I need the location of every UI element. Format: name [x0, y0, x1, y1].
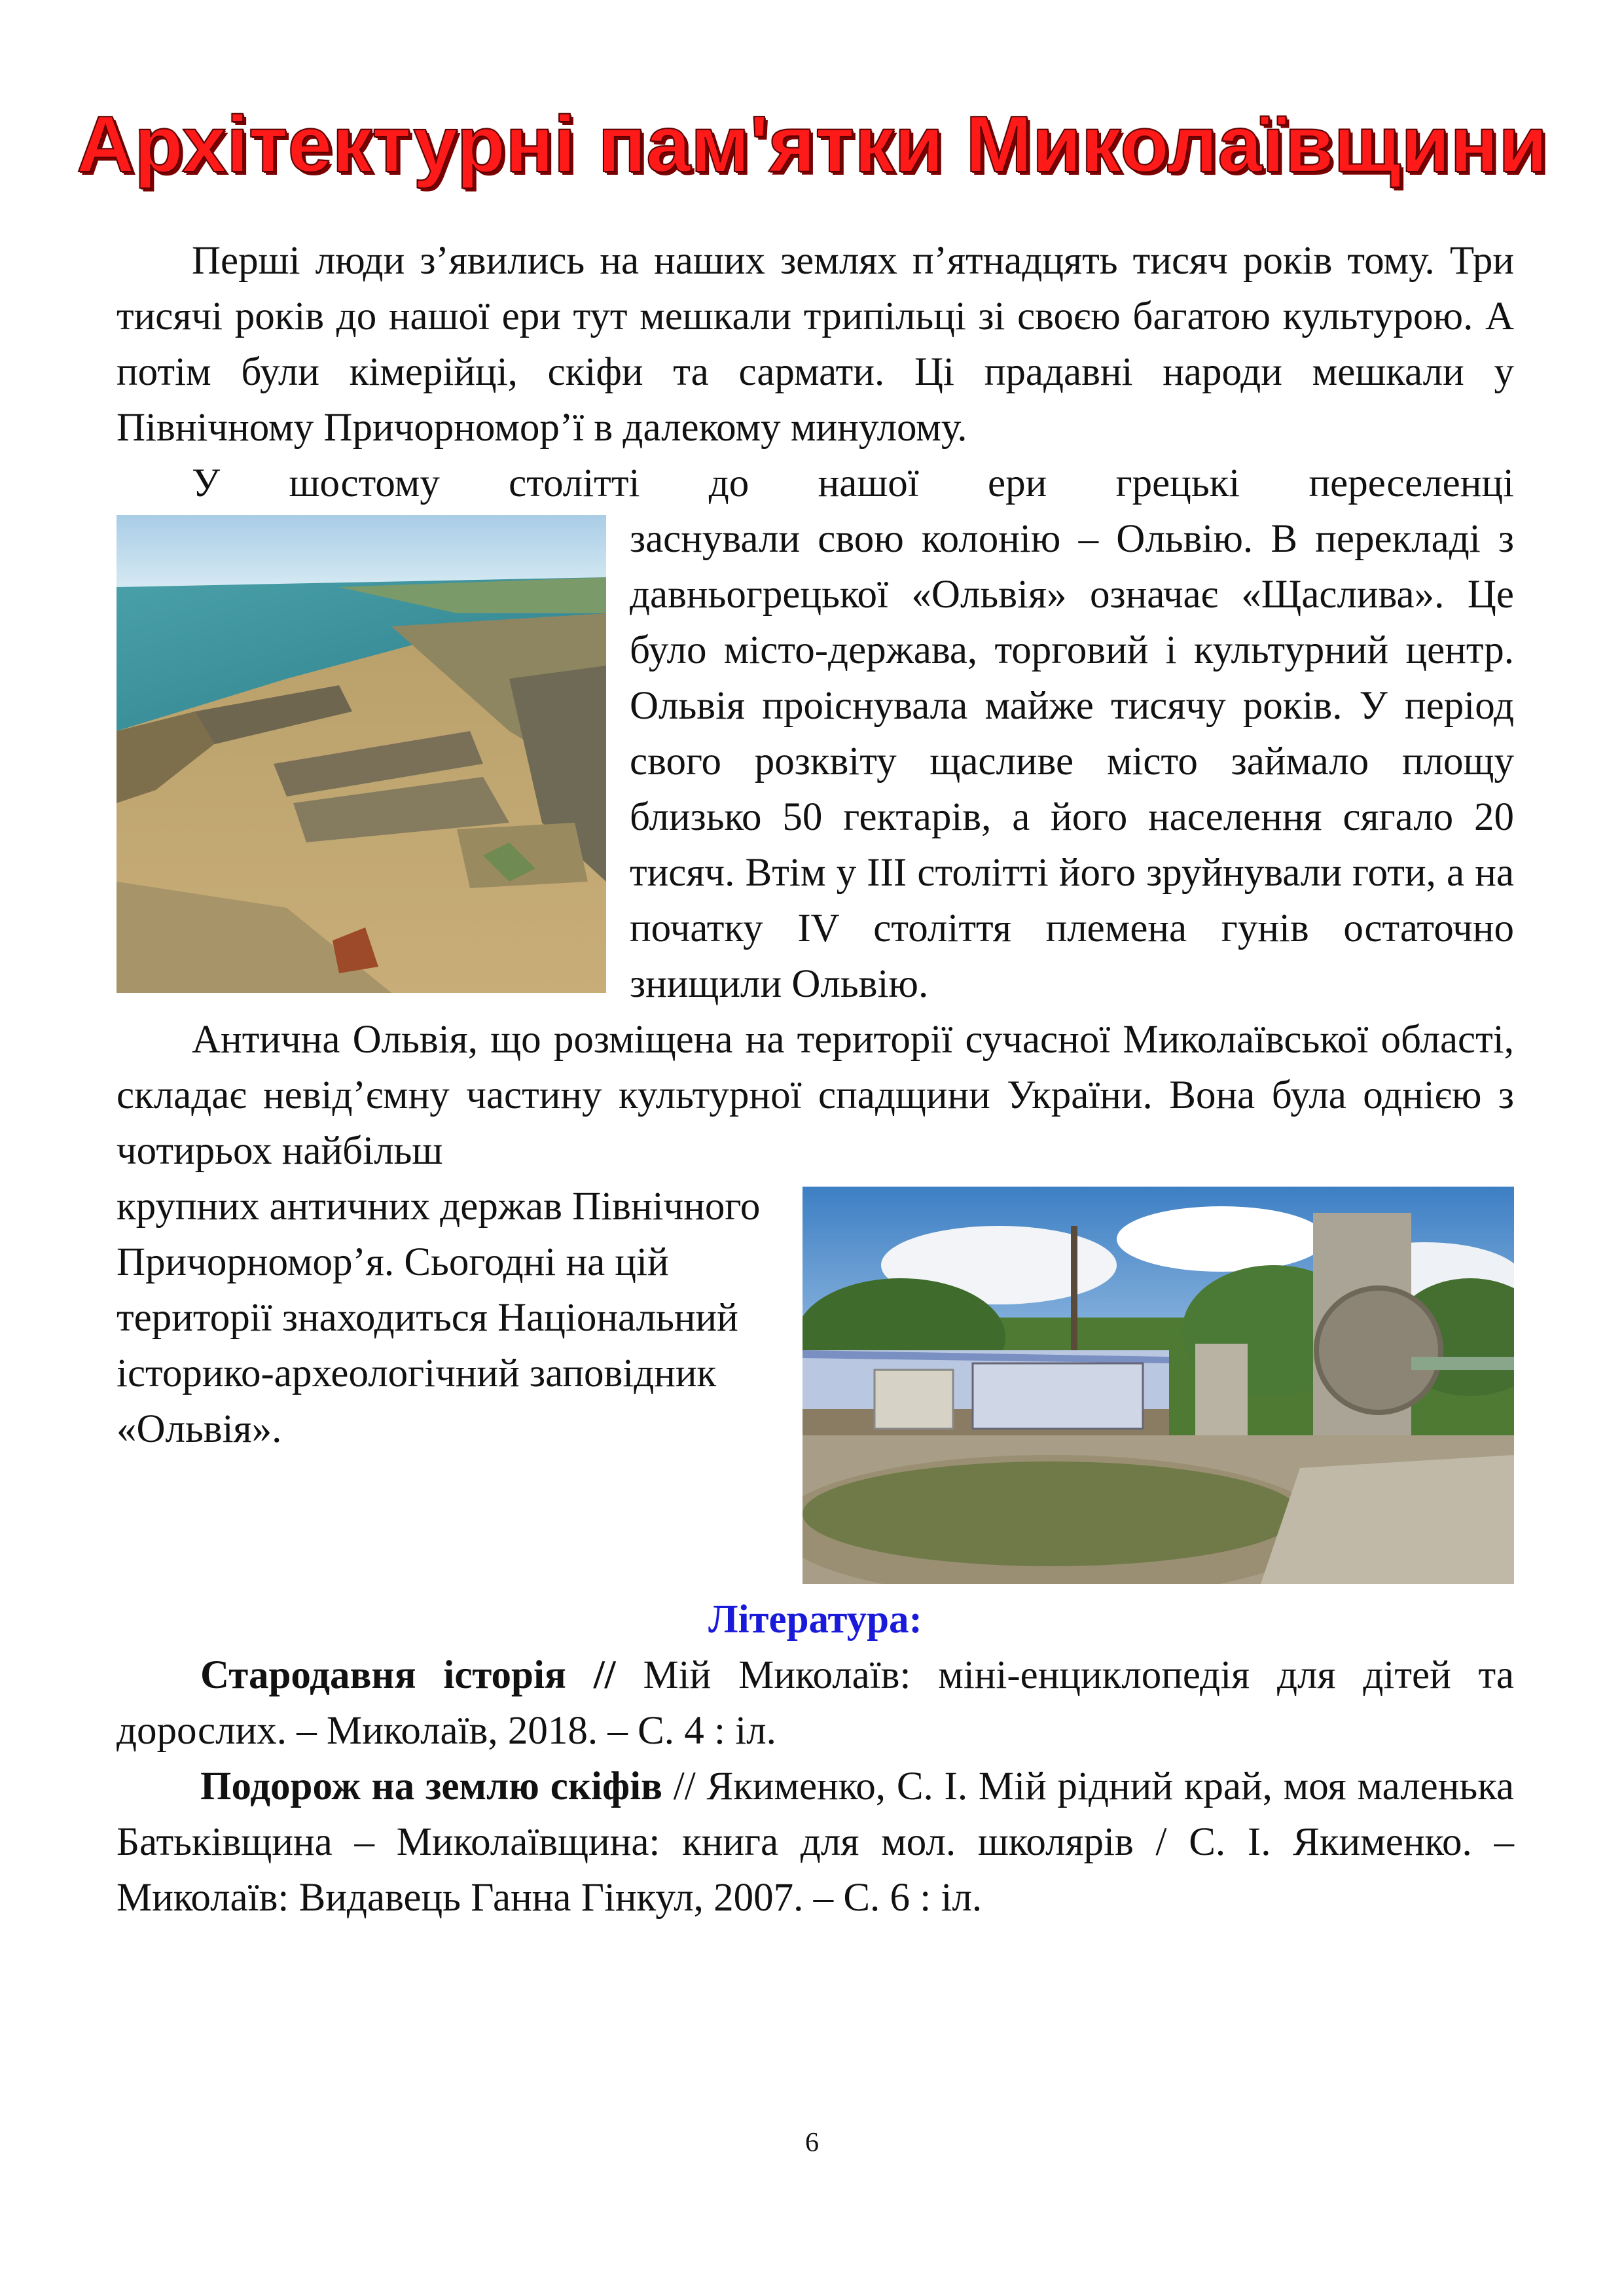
- literature-item-source: Мій Миколаїв: міні-енциклопедія для дітей та дорослих. – Миколаїв, 2018. – С. 4 : іл.: [117, 1653, 1514, 1753]
- literature-item-source: // Якименко, С. І. Мій рідний край, моя маленька Батьківщина – Миколаївщина: книга для мол. школярів / С. І. Якименко. – Миколаїв: Видавець Ганна Гінкул, 2007. – С. 6 : іл.: [117, 1765, 1515, 1920]
- ruins-photo: [117, 515, 606, 993]
- paragraph-olbia: заснували свою колонію – Ольвію. В перекладі з давньогрецької «Ольвія» означає «Щаслива». Це було місто-держава, торговий і культурний центр. Ольвія проіснувала майже тисячу років. У період свого розквіту щасливе місто займало площу близько 50 гектарів, а його населення сягало 20 тисяч. Втім у ІІІ столітті його зруйнували готи, а на початку IV століття племена гунів остаточно знищили Ольвію.: [630, 517, 1514, 1006]
- paragraph-intro: Перші люди з’явились на наших землях п’ятнадцять тисяч років тому. Три тисячі років до нашої ери тут мешкали трипільці зі своєю багатою культурою. А потім були кімерійці, скіфи та сармати. Ці прадавні народи мешкали у Північному Причорномор’ї в далекому минулому.: [117, 239, 1514, 450]
- literature-item-title: Стародавня історія //: [200, 1653, 616, 1697]
- page-title: Архітектурні пам'ятки Миколаївщини: [77, 99, 1547, 188]
- gate-photo: [803, 1187, 1514, 1584]
- literature-item-title: Подорож на землю скіфів: [200, 1765, 662, 1808]
- paragraph-olbia-today-lead: Антична Ольвія, що розміщена на території сучасної Миколаївської області, складає невід’ємну частину культурної спадщини України. Вона була однією з чотирьох найбільш: [117, 1018, 1514, 1173]
- literature-item: [117, 1759, 1514, 1926]
- literature-heading: Література:: [708, 1598, 922, 1641]
- paragraph-olbia-today: крупних античних держав Північного Причорномор’я. Сьогодні на цій території знаходиться Національний історико-археологічний заповідник «Ольвія».: [117, 1185, 761, 1451]
- article-body: [117, 233, 1514, 1926]
- paragraph-olbia-lead: У шостому столітті до нашої ери грецькі переселенці: [192, 461, 1514, 505]
- literature-item: [117, 1647, 1514, 1759]
- page-number: 6: [805, 2128, 819, 2158]
